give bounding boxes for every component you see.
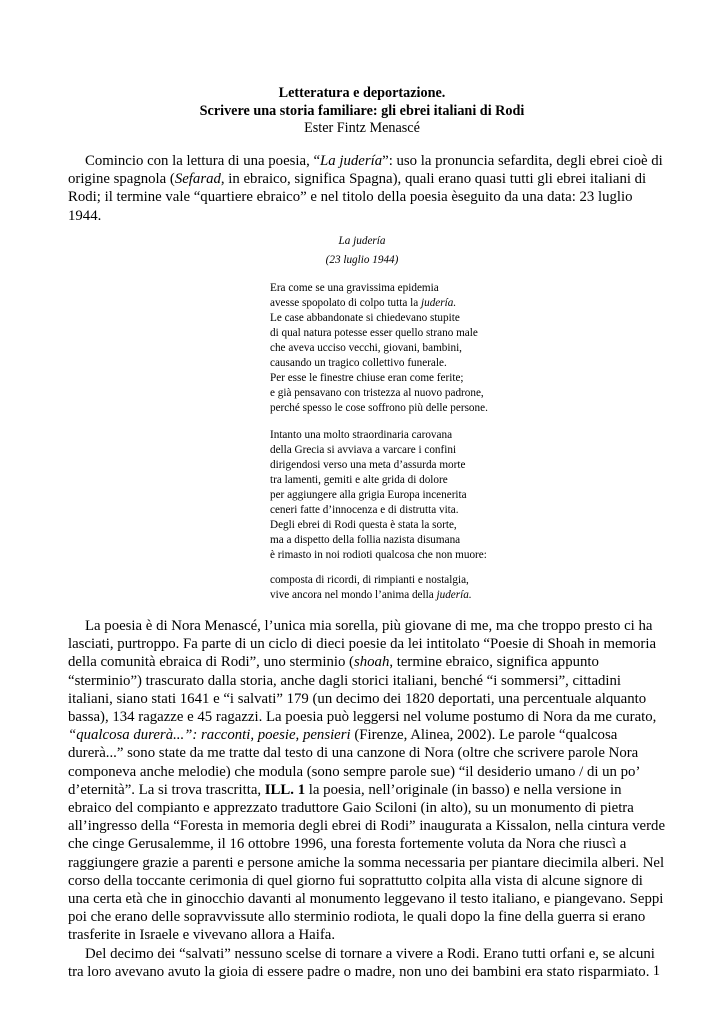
poem-stanza-3 <box>270 573 630 603</box>
poem-line: Era come se una gravissima epidemia <box>270 282 439 294</box>
intro-paragraph: Comincio con la lettura di una poesia, “La judería”: uso la pronuncia sefardita, degli ebrei cioè di origine spagnola (Sefarad, in ebraico, significa Spagna), quali erano quasi tutti gli ebrei italiani di Rodi; il termine vale “quartiere ebraico” e nel titolo della poesia èseguito da una data: 23 luglio 1944. <box>68 153 663 224</box>
poem-line: di qual natura potesse esser quello strano male <box>270 327 478 339</box>
poem-line: ma a dispetto della follia nazista disumana <box>270 534 461 546</box>
poem-line: dirigendosi verso una meta d’assurda morte <box>270 459 466 471</box>
poem-line: perché spesso le cose soffrono più delle persone. <box>270 402 488 414</box>
body-paragraph-1: La poesia è di Nora Menascé, l’unica mia sorella, più giovane di me, ma che troppo presto ci ha lasciati, purtroppo. Fa parte di un ciclo di dieci poesie da lei intitolato “Poesie di Shoah in memoria della comunità ebraica di Rodi”, uno sterminio (shoah, termine ebraico, significa appunto “sterminio”) trascurato dalla storia, anche dagli storici italiani, benché “i sommersi”, cittadini italiani, siano stati 1641 e “i salvati” 179 (un decimo dei 1820 deportati, una percentuale alquanto bassa), 134 ragazze e 45 ragazzi. La poesia può leggersi nel volume postumo di Nora da me curato, “qualcosa durerà...”: racconti, poesie, pensieri (Firenze, Alinea, 2002). Le parole “qualcosa durerà...” sono state da me tratte dal testo di una canzone di Nora (oltre che scrivere parole Nora componeva anche melodie) che modula (sono sempre parole sue) “il desiderio umano / di un po’ d’eternità”. La si trova trascritta, ILL. 1 la poesia, nell’originale (in basso) e nella versione in ebraico del compianto e apprezzato traduttore Gaio Sciloni (in alto), su un monumento di pietra all’ingresso della “Foresta in memoria degli ebrei di Rodi” inaugurata a Kissalon, nella cintura verde che cinge Gerusalemme, il 16 ottobre 1996, una foresta fortemente voluta da Nora che riuscì a raggiungere grazie a parenti e persone amiche la somma necessaria per piantare diecimila alberi. Nel corso della toccante cerimonia di quel giorno fui soprattutto colpita alla vista di alcune signore di una certa età che in ginocchio davanti al monumento leggevano il testo italiano, e piangevano. Seppi poi che erano delle sopravvissute allo sterminio rodiota, le quali dopo la fine della guerra si erano trasferite in Israele e vivevano allora a Haifa. <box>68 618 666 944</box>
title-line-1: Letteratura e deportazione. <box>278 85 446 101</box>
poem-stanza-1 <box>270 281 630 416</box>
poem-line: Degli ebrei di Rodi questa è stata la sorte, <box>270 519 457 531</box>
poem-line: della Grecia si avviava a varcare i confini <box>270 444 457 456</box>
author: Ester Fintz Menascé <box>304 120 420 136</box>
poem-line: vive ancora nel mondo l’anima della judería. <box>270 589 472 601</box>
poem-line: è rimasto in noi rodioti qualcosa che non muore: <box>270 549 487 561</box>
poem-line: avesse spopolato di colpo tutta la judería. <box>270 297 457 309</box>
poem-line: causando un tragico collettivo funerale. <box>270 357 447 369</box>
poem-line: tra lamenti, gemiti e alte grida di dolore <box>270 474 448 486</box>
poem-line: composta di ricordi, di rimpianti e nostalgia, <box>270 574 469 586</box>
page-number: 1 <box>652 963 660 979</box>
poem-line: e già pensavano con tristezza al nuovo padrone, <box>270 387 484 399</box>
poem-line: che aveva ucciso vecchi, giovani, bambini, <box>270 342 462 354</box>
poem-line: ceneri fatte d’innocenza e di distrutta vita. <box>270 504 459 516</box>
body-text <box>68 617 666 981</box>
body-paragraph-2: Del decimo dei “salvati” nessuno scelse di tornare a vivere a Rodi. Erano tutti orfani e, se alcuni tra loro avevano avuto la gioia di essere padre o madre, non uno dei bambini era stato risparmiato. <box>68 945 655 980</box>
poem-line: Per esse le finestre chiuse eran come ferite; <box>270 372 464 384</box>
poem-heading <box>0 232 724 270</box>
poem-stanza-2 <box>270 428 630 563</box>
poem-line: Le case abbandonate si chiedevano stupite <box>270 312 460 324</box>
title-block <box>0 85 724 138</box>
poem-title: La judería <box>338 235 386 247</box>
title-line-2: Scrivere una storia familiare: gli ebrei italiani di Rodi <box>199 102 525 119</box>
poem-date: (23 luglio 1944) <box>325 254 399 266</box>
poem-line: Intanto una molto straordinaria carovana <box>270 429 453 441</box>
poem-line: per aggiungere alla grigia Europa incenerita <box>270 489 467 501</box>
